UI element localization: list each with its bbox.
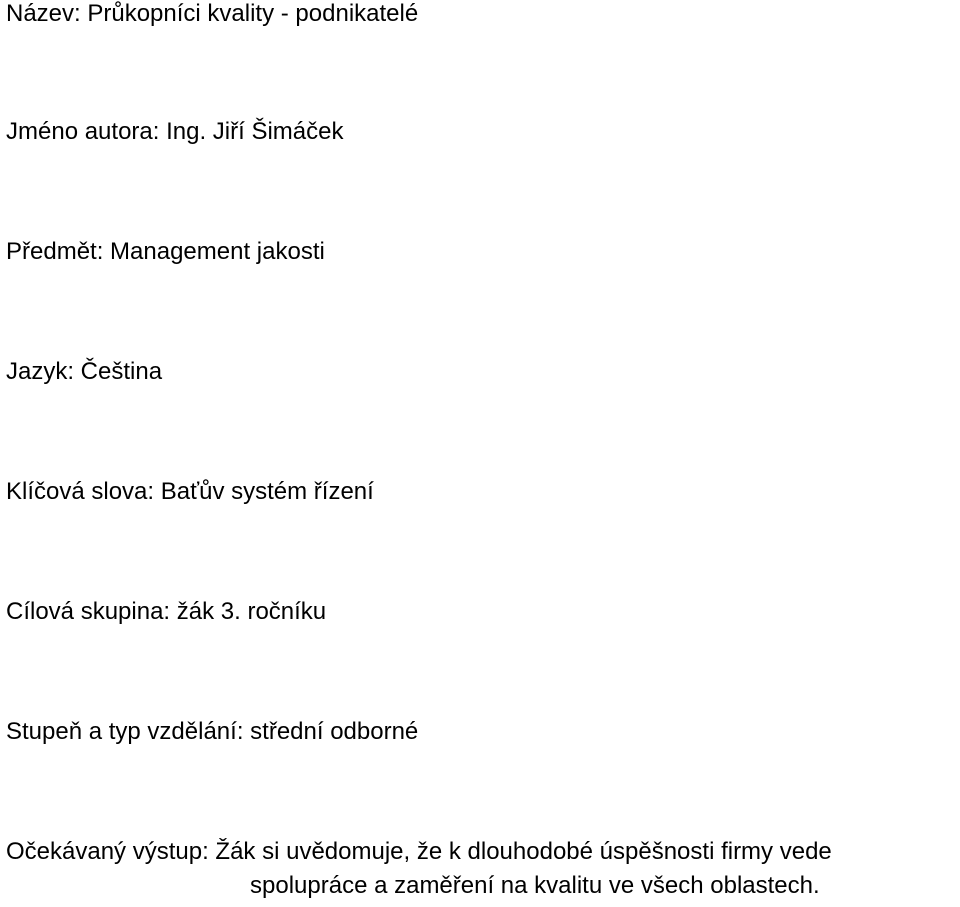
title-line: Název: Průkopníci kvality - podnikatelé	[6, 0, 419, 27]
author-line: Jméno autora: Ing. Jiří Šimáček	[6, 118, 344, 145]
target-group-line: Cílová skupina: žák 3. ročníku	[6, 598, 327, 625]
keywords-line: Klíčová slova: Baťův systém řízení	[6, 478, 374, 505]
language-line: Jazyk: Čeština	[6, 358, 163, 385]
expected-output-line: Očekávaný výstup: Žák si uvědomuje, že k dlouhodobé úspěšnosti firmy vede	[6, 838, 832, 865]
expected-output-continuation: spolupráce a zaměření na kvalitu ve všech oblastech.	[250, 872, 820, 899]
education-level-line: Stupeň a typ vzdělání: střední odborné	[6, 718, 419, 745]
subject-line: Předmět: Management jakosti	[6, 238, 325, 265]
